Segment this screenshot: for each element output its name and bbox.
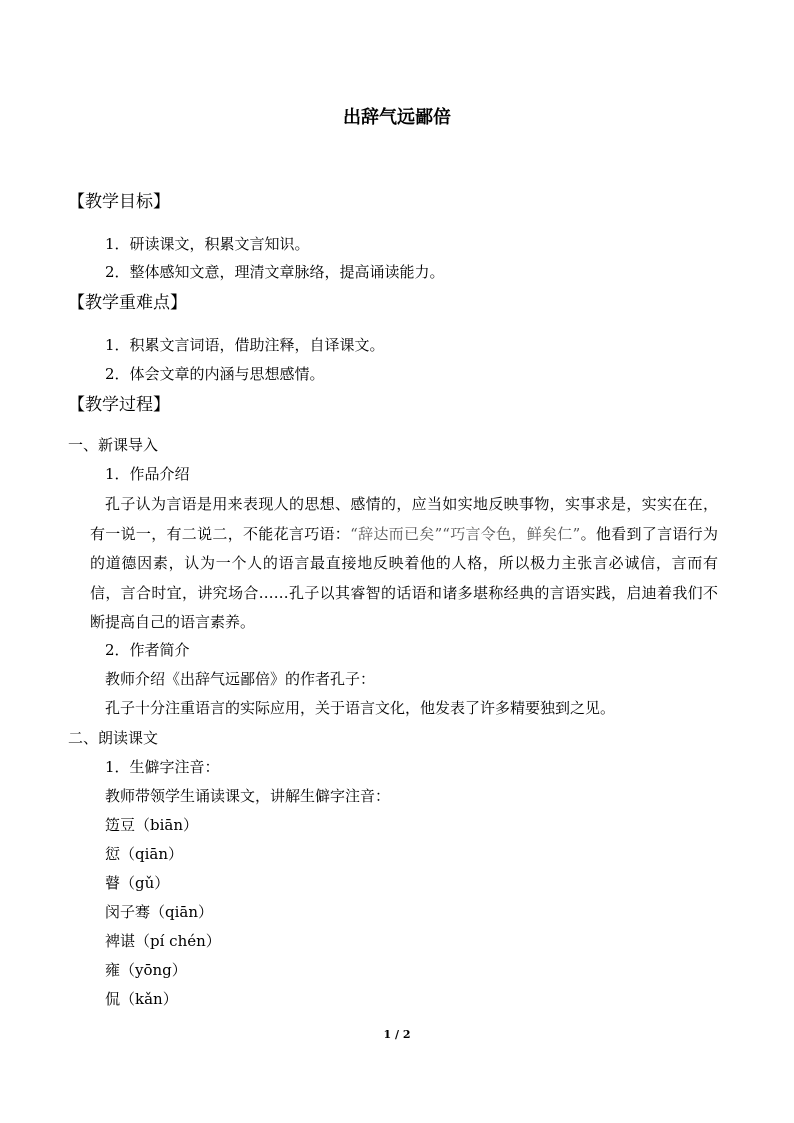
pinyin-item: 闵子骞（qiān） [105, 903, 214, 921]
intro-paragraph-quote: “辞达而已矣”“巧言令色，鲜矣仁” [350, 524, 581, 543]
section-1-item-2: 2．作者简介 [105, 641, 190, 659]
pinyin-item: 雍（yōng） [105, 961, 187, 979]
key-point-item-1: 1．积累文言词语，借助注释，自译课文。 [105, 336, 385, 354]
goals-heading: 【教学目标】 [68, 192, 170, 212]
pinyin-item: 愆（qiān） [105, 845, 184, 863]
process-heading: 【教学过程】 [68, 395, 170, 415]
key-point-item-2: 2．体会文章的内涵与思想感情。 [105, 365, 325, 383]
author-intro: 教师介绍《出辞气远鄙倍》的作者孔子： [105, 670, 376, 688]
goal-item-1: 1．研读课文，积累文言知识。 [105, 235, 310, 253]
key-points-heading: 【教学重难点】 [68, 293, 187, 313]
intro-paragraph-start: 孔子认为言语是用来表现人的思想、感情的，应当如实地反映事物，实事求是，实实在在，有一说一，有二说二，不能花言巧语： [90, 495, 718, 543]
pinyin-item: 瞽（gǔ） [105, 874, 170, 892]
section-1-item-1: 1．作品介绍 [105, 465, 190, 483]
intro-paragraph-end: 。他看到了言语行为的道德因素，认为一个人的语言最直接地反映着他的人格，所以极力主张言必诚信，言而有信，言合时宜，讲究场合……孔子以其睿智的话语和诸多堪称经典的言语实践，启迪着我们不断提高自己的语言素养。 [90, 524, 718, 631]
page-title: 出辞气远鄙倍 [343, 107, 451, 128]
intro-paragraph [90, 490, 718, 638]
section-1-title: 一、新课导入 [68, 436, 159, 454]
section-2-title: 二、朗读课文 [68, 729, 159, 747]
pinyin-item: 裨谌（pí chén） [105, 932, 221, 950]
author-description: 孔子十分注重语言的实际应用，关于语言文化，他发表了许多精要独到之见。 [105, 699, 616, 717]
page-number: 1 / 2 [383, 1028, 411, 1041]
section-2-intro: 教师带领学生诵读课文，讲解生僻字注音： [105, 787, 391, 805]
goal-item-2: 2．整体感知文意，理清文章脉络，提高诵读能力。 [105, 263, 445, 281]
section-2-item-1: 1．生僻字注音： [105, 758, 220, 776]
pinyin-item: 侃（kǎn） [105, 990, 178, 1008]
pinyin-item: 笾豆（biān） [105, 816, 199, 834]
